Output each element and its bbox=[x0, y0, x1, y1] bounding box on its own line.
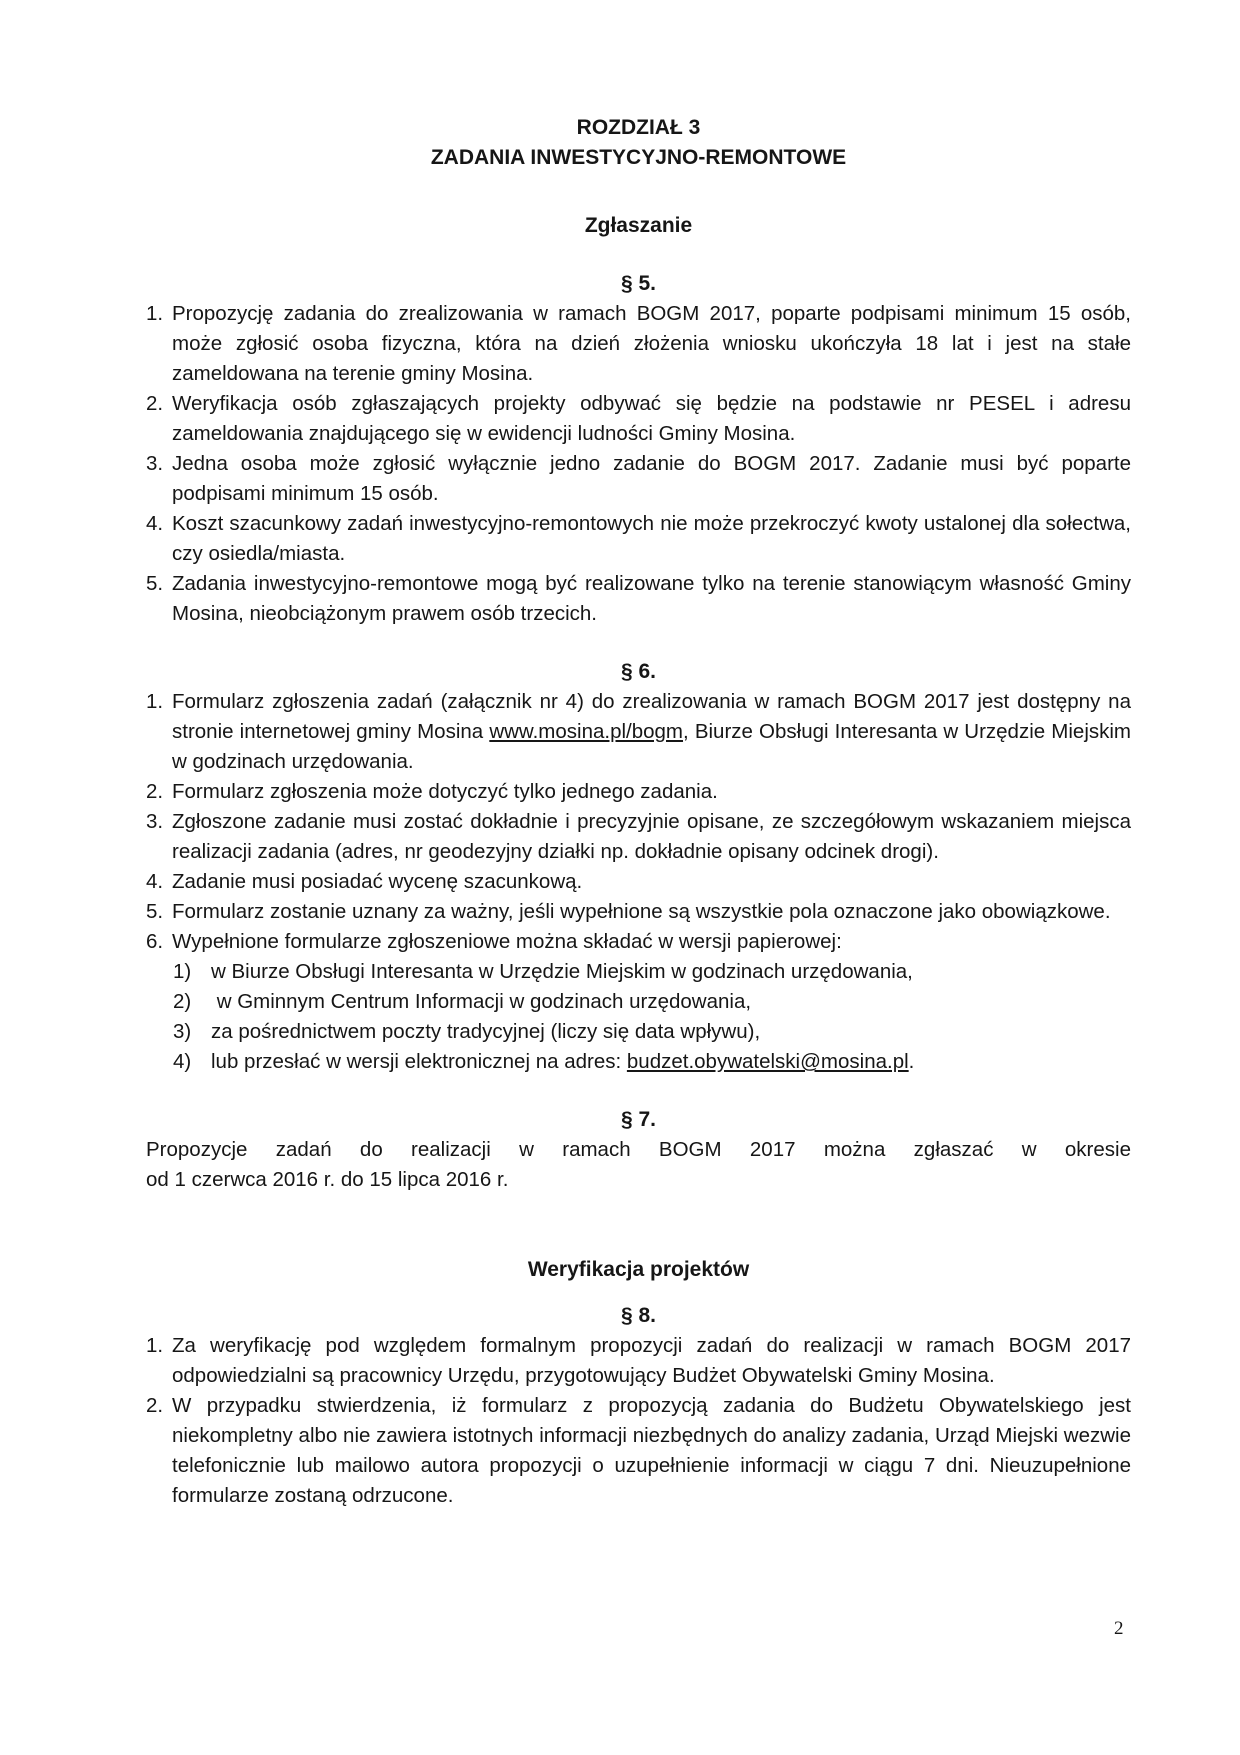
sub-list-item: 2) w Gminnym Centrum Informacji w godzinach urzędowania, bbox=[173, 990, 752, 1013]
list-item: 2. Formularz zgłoszenia może dotyczyć tylko jednego zadania. bbox=[146, 780, 718, 803]
list-item: 4. Zadanie musi posiadać wycenę szacunkową. bbox=[146, 870, 583, 893]
list-item: 1. Za weryfikację pod względem formalnym propozycji zadań do realizacji w ramach BOGM 2017 odpowiedzialni są pracownicy Urzędu, przygotowujący Budżet Obywatelski Gminy Mosina. bbox=[146, 1334, 1131, 1387]
list-item: 2. Weryfikacja osób zgłaszających projekty odbywać się będzie na podstawie nr PESEL i adresu zameldowania znajdującego się w ewidencji ludności Gminy Mosina. bbox=[146, 392, 1131, 445]
paragraph-mark-7: § 7. bbox=[620, 1108, 657, 1131]
page-number: 2 bbox=[1114, 1618, 1124, 1639]
list-item: 6. Wypełnione formularze zgłoszeniowe można składać w wersji papierowej: 1) w Biurze Obsługi Interesanta w Urzędzie Miejskim w godzinach urzędowania, 2) w Gminnym Centrum Informacji w godzinach urzędowania, 3) za pośrednictwem poczty tradycyjnej (liczy się data wpływu), 4) lub przesłać w wersji elektronicznej na adres: budzet.obywatelski@mosina.pl. bbox=[146, 927, 1131, 1077]
paragraph-mark-6: § 6. bbox=[620, 660, 657, 683]
chapter-label: ROZDZIAŁ 3 bbox=[576, 116, 701, 139]
chapter-title: ZADANIA INWESTYCYJNO-REMONTOWE bbox=[430, 146, 847, 169]
sub-list-item: 1) w Biurze Obsługi Interesanta w Urzędzie Miejskim w godzinach urzędowania, bbox=[173, 960, 913, 983]
list-item: 5. Formularz zostanie uznany za ważny, jeśli wypełnione są wszystkie pola oznaczone jako obowiązkowe. bbox=[146, 900, 1111, 923]
list-item: 1. Formularz zgłoszenia zadań (załącznik nr 4) do zrealizowania w ramach BOGM 2017 jest dostępny na stronie internetowej gminy Mosina www.mosina.pl/bogm, Biurze Obsługi Interesanta w Urzędzie Miejskim w godzinach urzędowania. bbox=[146, 690, 1132, 773]
paragraph-7-line-1: Propozycje zadań do realizacji w ramach BOGM 2017 można zgłaszać w okresie bbox=[146, 1138, 1131, 1161]
submission-methods-list bbox=[172, 957, 1131, 1077]
list-item: 5. Zadania inwestycyjno-remontowe mogą być realizowane tylko na terenie stanowiącym własność Gminy Mosina, nieobciążonym prawem osób trzecich. bbox=[146, 572, 1131, 625]
list-item: 3. Zgłoszone zadanie musi zostać dokładnie i precyzyjnie opisane, ze szczegółowym wskazaniem miejsca realizacji zadania (adres, nr geodezyjny działki np. dokładnie opisany odcinek drogi). bbox=[146, 810, 1131, 863]
list-item: 3. Jedna osoba może zgłosić wyłącznie jedno zadanie do BOGM 2017. Zadanie musi być poparte podpisami minimum 15 osób. bbox=[146, 452, 1131, 505]
sub-list-item: 4) lub przesłać w wersji elektronicznej na adres: budzet.obywatelski@mosina.pl. bbox=[173, 1050, 915, 1073]
section-heading-weryfikacja: Weryfikacja projektów bbox=[527, 1258, 750, 1281]
email-link[interactable]: budzet.obywatelski@mosina.pl bbox=[626, 1050, 909, 1073]
section-heading-zglaszanie: Zgłaszanie bbox=[584, 214, 693, 237]
paragraph-5-list bbox=[146, 299, 1131, 629]
paragraph-mark-5: § 5. bbox=[620, 272, 657, 295]
document-body bbox=[146, 113, 1131, 1511]
list-item: 4. Koszt szacunkowy zadań inwestycyjno-remontowych nie może przekroczyć kwoty ustalonej dla sołectwa, czy osiedla/miasta. bbox=[146, 512, 1131, 565]
sub-list-item: 3) za pośrednictwem poczty tradycyjnej (liczy się data wpływu), bbox=[173, 1020, 761, 1043]
list-item: 2. W przypadku stwierdzenia, iż formularz z propozycją zadania do Budżetu Obywatelskiego jest niekompletny albo nie zawiera istotnych informacji niezbędnych do analizy zadania, Urząd Miejski wezwie telefonicznie lub mailowo autora propozycji o uzupełnienie informacji w ciągu 7 dni. Nieuzupełnione formularze zostaną odrzucone. bbox=[146, 1394, 1131, 1507]
website-link[interactable]: www.mosina.pl/bogm bbox=[489, 720, 684, 743]
list-item: 1. Propozycję zadania do zrealizowania w ramach BOGM 2017, poparte podpisami minimum 15 osób, może zgłosić osoba fizyczna, która na dzień złożenia wniosku ukończyła 18 lat i jest na stałe zameldowana na terenie gminy Mosina. bbox=[146, 302, 1131, 385]
paragraph-mark-8: § 8. bbox=[620, 1304, 657, 1327]
paragraph-7-line-2: od 1 czerwca 2016 r. do 15 lipca 2016 r. bbox=[146, 1168, 509, 1191]
paragraph-8-list bbox=[146, 1331, 1131, 1511]
paragraph-6-list bbox=[146, 687, 1131, 1077]
